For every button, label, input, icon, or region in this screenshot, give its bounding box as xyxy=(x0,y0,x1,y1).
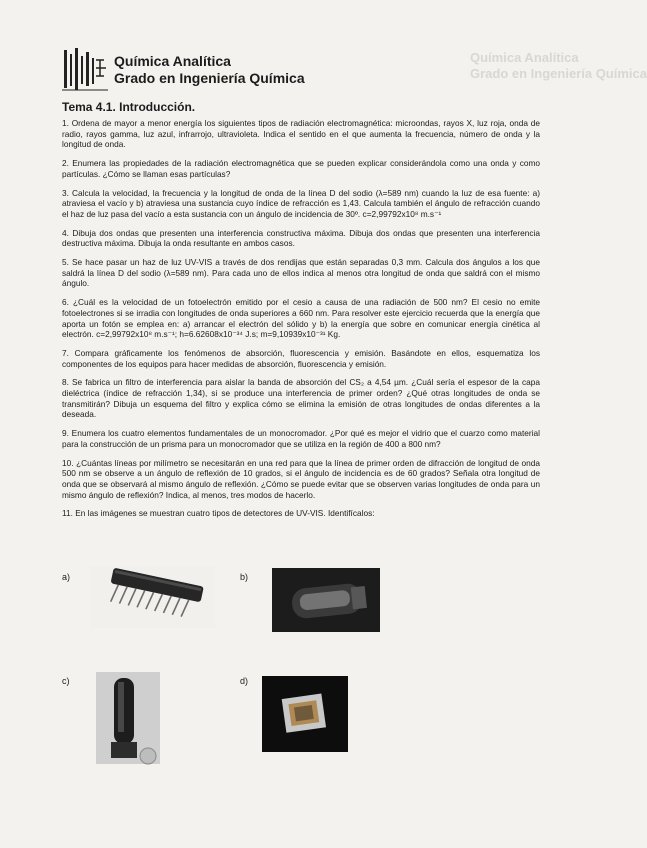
question-6: 6. ¿Cuál es la velocidad de un fotoelectrón emitido por el cesio a causa de una radiación de 500 nm? El cesio no emite fotoelectrones si se irradia con longitudes de onda superiores a 660 nm. Para resolver este ejercicio recuerda que la energía que aporta un fotón se emplea en: a) arrancar el electrón del sólido y b) la energía que sobre en comunicar energía cinética al electrón. c=2,99792x10⁸ m.s⁻¹; h=6.62608x10⁻³⁴ J.s; m=9,10939x10⁻³¹ Kg. xyxy=(62,297,540,340)
course-title: Química Analítica xyxy=(114,53,231,69)
question-2: 2. Enumera las propiedades de la radiación electromagnética que se pueden explicar considerándola como una onda y como partículas. ¿Cómo se llaman esas partículas? xyxy=(62,158,540,179)
question-7: 7. Compara gráficamente los fenómenos de absorción, fluorescencia y emisión. Basándote en ellos, esquematiza los componentes de los equipos para hacer medidas de absorción, fluorescencia y emisión. xyxy=(62,347,540,369)
phototube-icon xyxy=(272,568,380,632)
image-label-d: d) xyxy=(240,676,249,686)
bleed-through-text: Química Analítica Grado en Ingeniería Química xyxy=(470,50,647,81)
image-label-a: a) xyxy=(62,572,71,582)
image-label-b: b) xyxy=(240,572,249,582)
question-9: 9. Enumera los cuatro elementos fundamentales de un monocromador. ¿Por qué es mejor el vidrio que el cuarzo como material para la construcción de un prisma para un monocromador que se utiliza en la región de 400 a 800 nm? xyxy=(62,428,540,449)
question-11: 11. En las imágenes se muestran cuatro tipos de detectores de UV-VIS. Identifícalos: xyxy=(62,508,375,519)
question-1: 1. Ordena de mayor a menor energía los siguientes tipos de radiación electromagnética: microondas, rayos X, luz roja, onda de radio, rayos gamma, luz azul, infrarrojo, ultravioleta. Indica el sentido en el que aumenta la frecuencia, número de onda y la longitud de onda. xyxy=(62,118,540,150)
topic-heading: Tema 4.1. Introducción. xyxy=(62,100,196,114)
ccd-sensor-icon xyxy=(262,676,348,752)
degree-subtitle: Grado en Ingeniería Química xyxy=(114,70,305,86)
image-label-c: c) xyxy=(62,676,70,686)
question-4: 4. Dibuja dos ondas que presenten una interferencia constructiva máxima. Dibuja dos ondas que presenten una interferencia destructiva máxima. Dibuja la onda resultante en ambos casos. xyxy=(62,227,540,249)
question-8: 8. Se fabrica un filtro de interferencia para aislar la banda de absorción del CS₂ a 4,54 µm. ¿Cuál sería el espesor de la capa dieléctrica (índice de refracción 1,34), si se produce una interferencia de primer orden? ¿Qué otras longitudes de onda se transmitirán? Dibuja un esquema del filtro y explica cómo se elimina la emisión de otras longitudes de ondas diferentes a la deseada. xyxy=(62,377,540,420)
university-logo-icon xyxy=(62,46,108,92)
photodiode-array-chip-icon xyxy=(90,566,215,628)
photomultiplier-tube-icon xyxy=(96,672,160,764)
question-10: 10. ¿Cuántas líneas por milímetro se necesitarán en una red para que la línea de primer orden de difracción de longitud de onda 500 nm se observe a un ángulo de reflexión de 10 grados, si el ángulo de incidencia es de 60 grados? Señala otra longitud de onda que se observará al mismo ángulo de reflexión. ¿Cómo se puede evitar que se observen varias longitudes de onda para un mismo ángulo de reflexión? Indica, al menos, tres modos de hacerlo. xyxy=(62,457,540,500)
question-3: 3. Calcula la velocidad, la frecuencia y la longitud de onda de la línea D del sodio (λ=589 nm) cuando la luz de esa fuente: a) atraviesa el vacío y b) atraviesa una sustancia cuyo índice de refracción es 1,43. Calcula también el ángulo de refracción cuando el haz de luz pasa del vacío a esta sustancia con un ángulo de incidencia de 30º. c=2,99792x10⁸ m.s⁻¹ xyxy=(62,187,540,219)
question-5: 5. Se hace pasar un haz de luz UV-VIS a través de dos rendijas que están separadas 0,3 mm. Calcula dos ángulos a los que saldrá la línea D del sodio (λ=589 nm). Para cada uno de ellos indica al menos otra longitud de onda que saldrá con el mismo ángulo. xyxy=(62,257,540,289)
question-list xyxy=(62,118,540,527)
